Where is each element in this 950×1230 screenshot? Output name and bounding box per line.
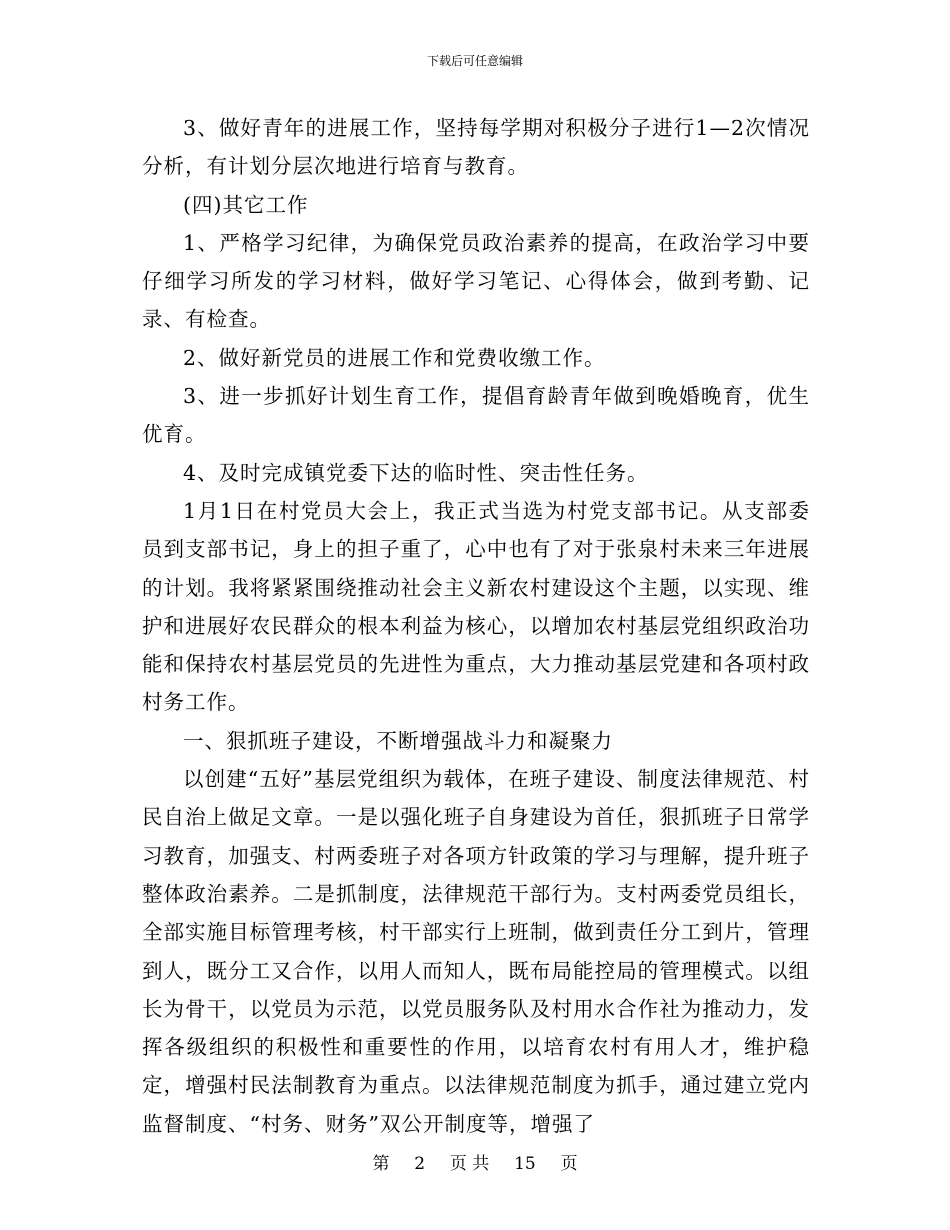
- page-header: [0, 53, 950, 69]
- paragraph: 1月1日在村党员大会上，我正式当选为村党支部书记。从支部委员到支部书记，身上的担子重了，心中也有了对于张泉村未来三年进展的计划。我将紧紧围绕推动社会主义新农村建设这个主题，以实现、维护和进展好农民群众的根本利益为核心，以增加农村基层党组织政治功能和保持农村基层党员的先进性为重点，大力推动基层党建和各项村政村务工作。: [142, 498, 810, 715]
- page-number-prefix: 第: [372, 1154, 390, 1174]
- total-pages-number: 15: [514, 1154, 536, 1174]
- paragraph: 以创建“五好”基层党组织为载体，在班子建设、制度法律规范、村民自治上做足文章。一是以强化班子自身建设为首任，狠抓班子日常学习教育，加强支、村两委班子对各项方针政策的学习与理解，提升班子整体政治素养。二是抓制度，法律规范干部行为。支村两委党员组长，全部实施目标管理考核，村干部实行上班制，做到责任分工到片，管理到人，既分工又合作，以用人而知人，既布局能控局的管理模式。以组长为骨干，以党员为示范，以党员服务队及村用水合作社为推动力，发挥各级组织的积极性和重要性的作用，以培育农村有用人才，维护稳定，增强村民法制教育为重点。以法律规范制度为抓手，通过建立党内监督制度、“村务、财务”双公开制度等，增强了: [142, 767, 810, 1136]
- page-number-suffix: 页: [560, 1154, 578, 1174]
- paragraph: 3、进一步抓好计划生育工作，提倡育龄青年做到晚婚晚育，优生优育。: [142, 384, 810, 447]
- document-body: [142, 109, 810, 1143]
- section-heading: (四)其它工作: [183, 192, 309, 217]
- section-heading: 一、狠抓班子建设，不断增强战斗力和凝聚力: [183, 728, 613, 753]
- paragraph: 3、做好青年的进展工作，坚持每学期对积极分子进行1—2次情况分析，有计划分层次地进行培育与教育。: [142, 116, 810, 179]
- paragraph: 4、及时完成镇党委下达的临时性、突击性任务。: [183, 460, 649, 485]
- current-page-number: 2: [414, 1154, 426, 1174]
- header-note: 下载后可任意编辑: [426, 54, 523, 68]
- page-number-middle: 页 共: [449, 1154, 490, 1174]
- paragraph: 1、严格学习纪律，为确保党员政治素养的提高，在政治学习中要仔细学习所发的学习材料，做好学习笔记、心得体会，做到考勤、记录、有检查。: [142, 230, 810, 332]
- page-footer: [0, 1153, 950, 1175]
- paragraph: 2、做好新党员的进展工作和党费收缴工作。: [183, 345, 606, 370]
